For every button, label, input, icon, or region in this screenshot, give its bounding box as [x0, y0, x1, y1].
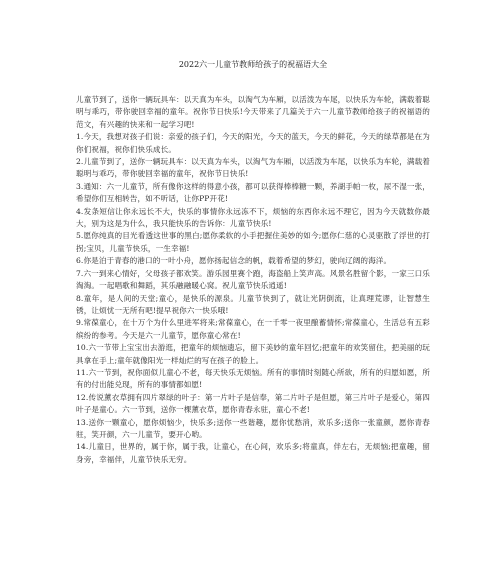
- paragraph-13: 13.送你一颗童心，愿你烦恼少，快乐多;送你一些谐趣，愿你忧愁消，欢乐多;送你一张童颜，愿你青春驻，笑开颜，六一儿童节，要开心哟。: [76, 417, 430, 439]
- document-body: [76, 94, 430, 466]
- paragraph-9: 9.常葆童心，在十万个为什么里进军将来;常葆童心，在一千零一夜里酿蓄情怀;常葆童心，生活总有五彩缤纷的参考。今天是六一儿童节，愿你童心常在!: [76, 318, 430, 340]
- paragraph-8: 8.童年，是人间的天堂;童心，是快乐的源泉。儿童节快到了，就让光阴倒流，让真理荒谬，让智慧生锈，让烦忧一无所有吧!提早祝你六一快乐哦!: [76, 293, 430, 315]
- paragraph-4: 4.发条短信让你永远长不大，快乐的事情你永远冻不下，烦恼的东西你永远不理它，因为今天就数你最大，别为这是为什么，我只能快乐的告诉你：儿童节快乐!: [76, 206, 430, 229]
- paragraph-7: 7.六一到来心情好，父母孩子都欢笑。游乐园里赛个跑，海盗船上笑声高。风景名胜留个影，一家三口乐淘淘。一起唱歌和舞蹈，其乐融融暖心窝。祝儿童节快乐逍遥!: [76, 268, 430, 291]
- paragraph-10: 10.六一节带上宝宝出去游逛，把童年的烦恼遗忘，留下美妙的童年回忆;把童年的欢笑留住，把美丽的玩具拿在手上;童年就像阳光一样灿烂的写在孩子的脸上。: [76, 343, 430, 365]
- paragraph-2: 2.儿童节到了，送你一辆玩具车：以天真为车头，以淘气为车厢，以活泼为车尾，以快乐为车轮，满载着聪明与乖巧，带你驶回幸福的童年，祝你节日快乐!: [76, 157, 430, 179]
- paragraph-6: 6.你是泊于青春的港口的一叶小舟，愿你扬起信念的帆，载着希望的梦幻，驶向辽阔的海洋。: [76, 256, 392, 266]
- paragraph-14: 14.儿童日，世界的，属于你，属于我，让童心，在心间，欢乐多;将童真，伴左右，无烦恼;把童趣，留身旁，幸福伴，儿童节快乐无穷。: [76, 442, 430, 464]
- paragraph-1: 1.今天，我想对孩子们说：亲爱的孩子们，今天的阳光，今天的蓝天，今天的鲜花，今天的绿草都是在为你们祝福，祝你们快乐成长。: [76, 132, 430, 154]
- paragraph-12: 12.传说薰衣草拥有四片翠绿的叶子：第一片叶子是信奉，第二片叶子是但愿，第三片叶子是爱心，第四叶子是童心。六一节到，送你一棵薰衣草，愿你青春永驻，童心不老!: [76, 392, 430, 415]
- paragraph-5: 5.愿你纯真的目光看透这世事的黑白;愿你柔软的小手把握住美妙的如今;愿你仁慈的心灵驱散了浮世的打拐;宝贝，儿童节快乐，一生幸福!: [76, 231, 430, 253]
- paragraph-3: 3.通知：六一儿童节，所有像你这样的得意小孩，都可以获得棒棒糖一颗，养湖手帕一枚，尿不湿一张，希望你们互相转告，如不听话，让你PP开花!: [76, 181, 430, 204]
- paragraph-intro: 儿童节到了，送你一辆玩具车：以天真为车头，以淘气为车厢，以活泼为车尾，以快乐为车轮，满载着聪明与乖巧，带你驶回幸福的童年。祝你节日快乐!今天带来了几篇关于六一儿童节教师给孩子的祝福语的范文，有兴趣的快来和一起学习吧!: [76, 95, 430, 129]
- paragraph-11: 11.六一节到，祝你面似儿童心不老，每天快乐无烦恼。所有的事情时刻随心所欲，所有的归愿如愿，所有的付出能兑现，所有的事情都如愿!: [76, 367, 430, 390]
- document-title: 2022六一儿童节教师给孩子的祝福语大全: [178, 60, 328, 69]
